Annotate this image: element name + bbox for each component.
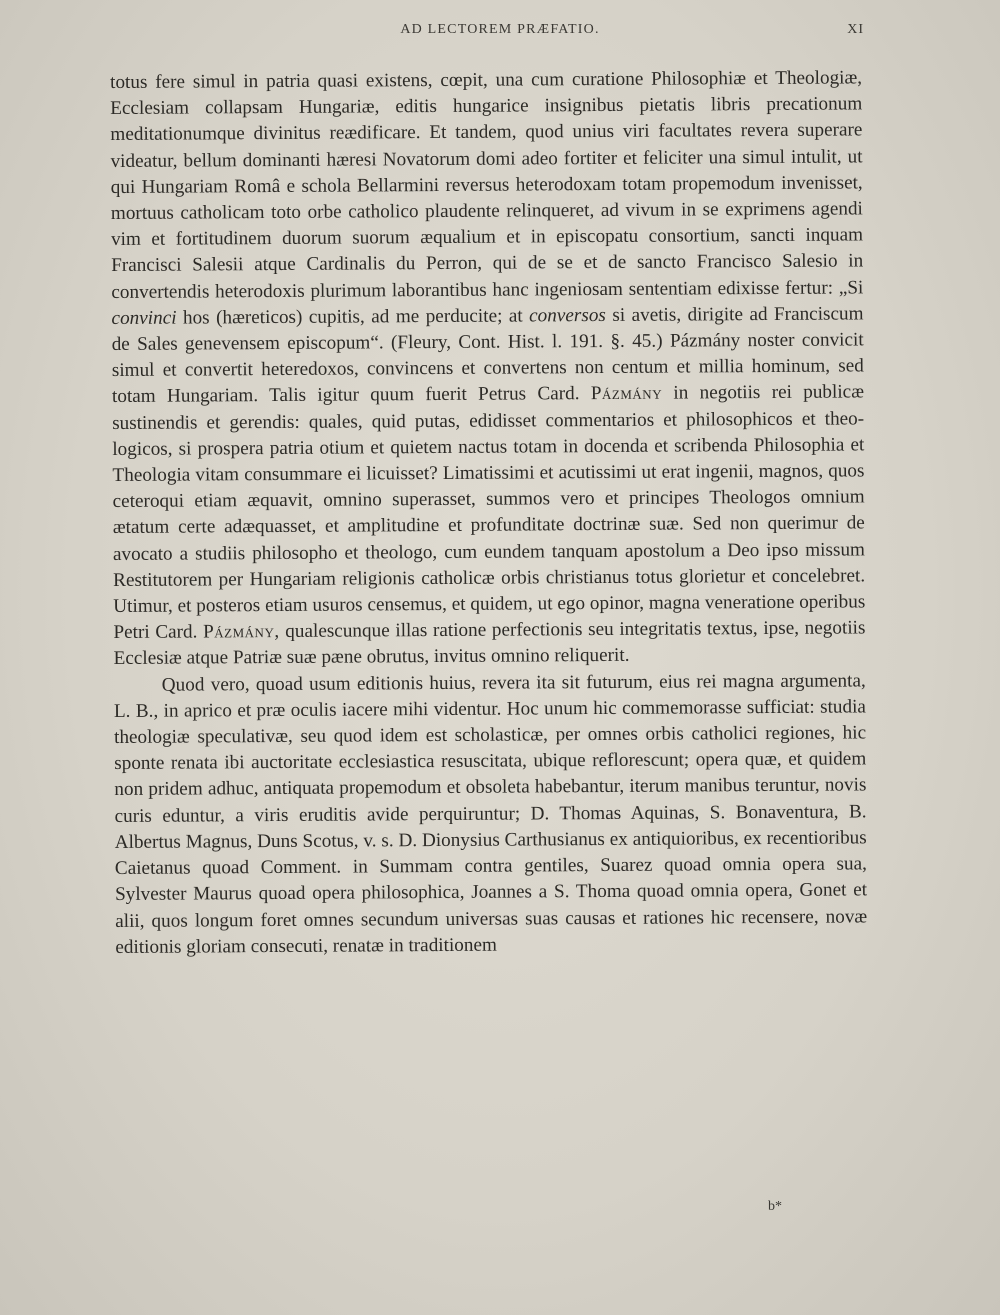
italic-term-convinci: convinci [111,307,177,329]
page-number: XI [847,22,864,37]
signature-mark: b* [768,1199,782,1214]
small-caps-name-pazmany: Pázmány [590,383,663,405]
paragraph-1 [110,65,866,672]
italic-term-conversos: conversos [529,304,606,327]
running-header [0,22,1000,42]
body-text [110,65,867,960]
running-title: AD LECTOREM PRÆFATIO. [400,22,600,37]
paragraph-1-text-d: in negotiis rei publicæ sustinendis et gerendis: quales, quid putas, edidisset commentarios et philosophicos et theologicos, si prospera patria otium et quietem nactus totam in docenda et scribenda Philosophia et Theologia vitam consummare ei licuisset? Limatissimi et acutissimi ut erat ingenii, magnos, quos ceteroqui etiam æquavit, omnino superasset, summos vero et principes Theologos omnium ætatum certe adæquasset, et amplitudine et profunditate doctrinæ suæ. Sed non querimur de avocato a studiis philosopho et theologo, cum eundem tanquam apostolum a Deo ipso missum Restitutorem per Hungariam religionis catholicæ orbis christianus totus glorietur et concelebret. Utimur, et posteros etiam usuros censemus, et quidem, ut ego opinor, magna veneratione operibus Petri Card. [112,381,866,644]
paragraph-1-text-e: qualescunque illas ratione perfectionis seu integritatis textus, ipse, negotiis Ecclesiæ atque Patriæ suæ pæne obrutus, invitus omnino reliquerit. [113,617,866,670]
paragraph-1-text-a: totus fere simul in patria quasi existens, cœpit, una cum curatione Philosophiæ et Theologiæ, Ecclesiam collapsam Hungariæ, editis hungarice insignibus pietatis libris precationum meditationumque divinitus reædificare. Et tandem, quod unius viri facultates revera superare videatur, bellum dominanti hæresi Novatorum domi adeo fortiter et feliciter una simul intulit, ut qui Hungariam Româ e schola Bellarmini reversus heterodoxam totam propemodum invenisset, mortuus catholicam toto orbe catholico plaudente relinqueret, ad vivum in se exprimens agendi vim et fortitudinem duorum suorum æqualium et in episcopatu consortium, sancti inquam Francisci Salesii atque Cardinalis du Perron, qui de se et de sancto Francisco Salesio in convertendis heterodoxis plurimum laborantibus hanc ingeniosam sententiam edixisse fertur: „Si [110,67,864,303]
paragraph-1-text-c: si avetis, dirigite ad Franciscum de Sales genevensem episcopum“. (Fleury, Cont. Hist. l. 191. §. 45.) Pázmány noster convicit simul et convertit heteredoxos, convincens et convertens non centum et millia hominum, sed totam Hungariam. Talis igitur quum fuerit Petrus Card. [111,303,864,408]
small-caps-name-pazmany-2: Pázmány, [203,621,280,643]
paragraph-1-text-b: hos (hæreticos) cupitis, ad me perducite; at [176,305,530,329]
paragraph-2: Quod vero, quoad usum editionis huius, revera ita sit futurum, eius rei magna argumenta, L. B., in aprico et præ oculis iacere mihi videntur. Hoc unum hic commemorasse sufficiat: studia theologiæ speculativæ, seu quod idem est scholasticæ, per omnes orbis catholici regiones, hic sponte renata ibi auctoritate ecclesiastica resuscitata, ubique reflorescunt; opera quæ, et quidem non pridem adhuc, antiquata propemodum et obsoleta habebantur, iterum manibus teruntur, novis curis eduntur, a viris eruditis avide perquiruntur; D. Thomas Aquinas, S. Bonaventura, B. Albertus Magnus, Duns Scotus, v. s. D. Dionysius Carthusianus ex antiquioribus, ex recentioribus Caietanus quoad Comment. in Summam contra gentiles, Suarez quoad omnia opera sua, Sylvester Maurus quoad opera philosophica, Joannes a S. Thoma quoad omnia opera, Gonet et alii, quos longum foret omnes secundum universas suas causas et rationes hic recensere, novæ editionis gloriam consecuti, renatæ in traditionem [113,670,868,958]
